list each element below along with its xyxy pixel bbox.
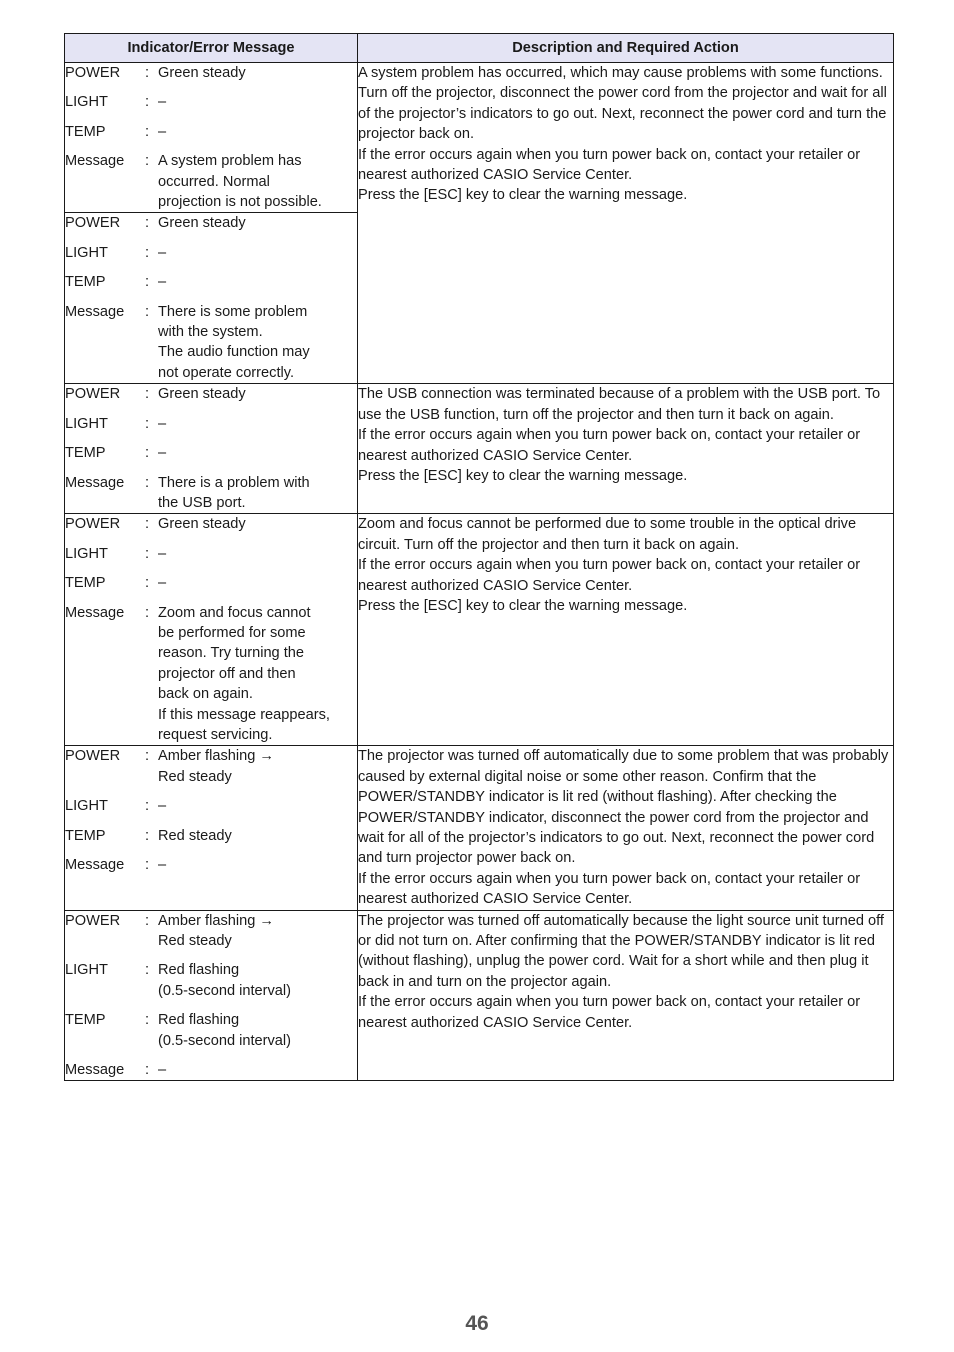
indicator-value: Amber flashing → Red steady [158,912,274,950]
indicator-name: LIGHT [65,545,108,562]
indicator-separator: : [145,962,150,979]
description-paragraph: If the error occurs again when you turn power back on, contact your retailer or nearest authorized CASIO Service Center. [358,427,861,464]
description-cell [358,746,894,910]
indicator-value: Green steady [158,386,246,403]
description-paragraph: Press the [ESC] key to clear the warning message. [358,187,688,204]
indicator-entry [65,514,357,534]
indicator-entry [65,302,357,384]
indicator-value: – [158,94,167,111]
table-row [65,746,894,910]
indicator-name: TEMP [65,827,106,844]
indicator-value: Green steady [158,65,246,81]
indicator-name: TEMP [65,123,106,140]
indicator-name: TEMP [65,575,106,592]
indicator-cell [65,910,358,1081]
description-cell [358,63,894,384]
indicator-entry [65,911,357,952]
indicator-entry [65,960,357,1001]
indicator-separator: : [145,912,150,929]
description-paragraph: If the error occurs again when you turn power back on, contact your retailer or nearest authorized CASIO Service Center. [358,557,861,594]
description-paragraph: The USB connection was terminated because of a problem with the USB port. To use the USB function, turn off the projector and then turn it back on again. [358,386,881,423]
description-cell [358,910,894,1081]
indicator-separator: : [145,386,150,403]
indicator-name: LIGHT [65,415,108,432]
indicator-separator: : [145,545,150,562]
page-number: 46 [465,1312,489,1335]
indicator-name: POWER [65,912,121,929]
indicator-separator: : [145,474,150,491]
indicator-entry [65,243,357,263]
description-paragraph: Zoom and focus cannot be performed due to some trouble in the optical drive circuit. Turn off the projector and then turn it back on again. [358,516,857,553]
indicator-cell [65,213,358,384]
indicator-entry [65,826,357,846]
indicator-value: – [158,798,167,815]
indicator-value: Red steady [158,827,232,844]
indicator-name: TEMP [65,274,106,291]
indicator-value: – [158,857,167,873]
indicator-name: Message [65,604,125,621]
error-indicator-table [64,33,894,1081]
indicator-separator: : [145,748,150,765]
indicator-entry [65,544,357,564]
indicator-separator: : [145,798,150,815]
table-row [65,63,894,213]
indicator-name: TEMP [65,445,106,462]
table-row [65,384,894,514]
indicator-name: Message [65,303,125,320]
indicator-value: – [158,415,167,432]
indicator-separator: : [145,415,150,432]
indicator-value: Red flashing (0.5-second interval) [158,1012,292,1049]
indicator-separator: : [145,153,150,170]
table-body [65,63,894,1081]
description-paragraph: If the error occurs again when you turn power back on, contact your retailer or nearest authorized CASIO Service Center. [358,146,861,184]
indicator-value: Green steady [158,215,246,232]
indicator-cell [65,514,358,746]
description-paragraph: The projector was turned off automatically because the light source unit turned off or did not turn on. After confirming that the POWER/STANDBY indicator is lit red (without flashing), unplug the power cord. Wait for a short while and then plug it back in and turn on the projector again. [358,912,884,990]
indicator-value: Zoom and focus cannot be performed for some reason. Try turning the projector off and then back on again. If this message reappears, request servicing. [158,604,330,743]
indicator-value: A system problem has occurred. Normal projection is not possible. [158,153,322,211]
indicator-name: LIGHT [65,244,108,261]
indicator-separator: : [145,244,150,261]
indicator-separator: : [145,857,150,873]
indicator-separator: : [145,604,150,621]
indicator-separator: : [145,1062,150,1079]
indicator-name: Message [65,153,125,170]
indicator-separator: : [145,94,150,111]
indicator-value: – [158,274,167,291]
indicator-name: POWER [65,65,121,81]
indicator-value: – [158,244,167,261]
indicator-value: – [158,575,167,592]
header-description-action: Description and Required Action [358,34,894,63]
indicator-entry [65,272,357,292]
indicator-entry [65,151,357,212]
indicator-value: – [158,1062,167,1079]
indicator-entry [65,796,357,816]
indicator-separator: : [145,1012,150,1029]
indicator-name: Message [65,857,125,873]
indicator-value: Red flashing (0.5-second interval) [158,962,292,999]
indicator-entry [65,63,357,83]
description-cell [358,514,894,746]
indicator-entry [65,573,357,593]
indicator-name: POWER [65,215,121,232]
table-row [65,910,894,1081]
indicator-name: POWER [65,516,121,533]
indicator-entry [65,213,357,233]
indicator-name: POWER [65,386,121,403]
description-paragraph: A system problem has occurred, which may cause problems with some functions. Turn off the projector, disconnect the power cord from the projector and wait for all of the projector’s indicators to go out. Next, reconnect the power cord and turn the projector back on. [358,65,887,143]
indicator-value: – [158,445,167,462]
indicator-name: LIGHT [65,962,108,979]
indicator-name: POWER [65,748,121,765]
indicator-separator: : [145,123,150,140]
indicator-entry [65,122,357,142]
table-header-row [65,34,894,63]
indicator-separator: : [145,827,150,844]
indicator-entry [65,92,357,112]
indicator-entry [65,746,357,787]
indicator-entry [65,603,357,746]
indicator-value: There is a problem with the USB port. [158,474,310,511]
indicator-separator: : [145,65,150,81]
indicator-cell [65,746,358,910]
indicator-name: TEMP [65,1012,106,1029]
description-cell [358,384,894,514]
indicator-separator: : [145,445,150,462]
indicator-value: – [158,123,167,140]
indicator-separator: : [145,215,150,232]
indicator-entry [65,1060,357,1080]
indicator-cell [65,384,358,514]
indicator-name: Message [65,1062,125,1079]
indicator-entry [65,1010,357,1051]
indicator-value: Green steady [158,516,246,533]
indicator-entry [65,443,357,463]
indicator-entry [65,855,357,875]
description-paragraph: The projector was turned off automatically due to some problem that was probably caused by external digital noise or some other reason. Confirm that the POWER/STANDBY indicator is lit red (without flashing). After checking the POWER/STANDBY indicator, disconnect the power cord from the projector and wait for all of the projector’s indicators to go out. Next, reconnect the power cord and turn projector power back on. [358,748,889,867]
description-paragraph: Press the [ESC] key to clear the warning message. [358,467,688,484]
indicator-entry [65,414,357,434]
header-indicator-message: Indicator/Error Message [65,34,358,63]
description-paragraph: If the error occurs again when you turn power back on, contact your retailer or nearest authorized CASIO Service Center. [358,994,861,1031]
indicator-separator: : [145,575,150,592]
indicator-value: There is some problem with the system. The audio function may not operate correctly. [158,303,310,381]
indicator-name: LIGHT [65,798,108,815]
table-row [65,514,894,746]
indicator-separator: : [145,303,150,320]
description-paragraph: If the error occurs again when you turn power back on, contact your retailer or nearest authorized CASIO Service Center. [358,870,861,908]
indicator-name: Message [65,474,125,491]
description-paragraph: Press the [ESC] key to clear the warning message. [358,597,688,614]
indicator-value: – [158,545,167,562]
indicator-entry [65,384,357,404]
indicator-separator: : [145,516,150,533]
indicator-separator: : [145,274,150,291]
indicator-value: Amber flashing → Red steady [158,748,274,785]
indicator-entry [65,473,357,514]
indicator-cell [65,63,358,213]
indicator-name: LIGHT [65,94,108,111]
